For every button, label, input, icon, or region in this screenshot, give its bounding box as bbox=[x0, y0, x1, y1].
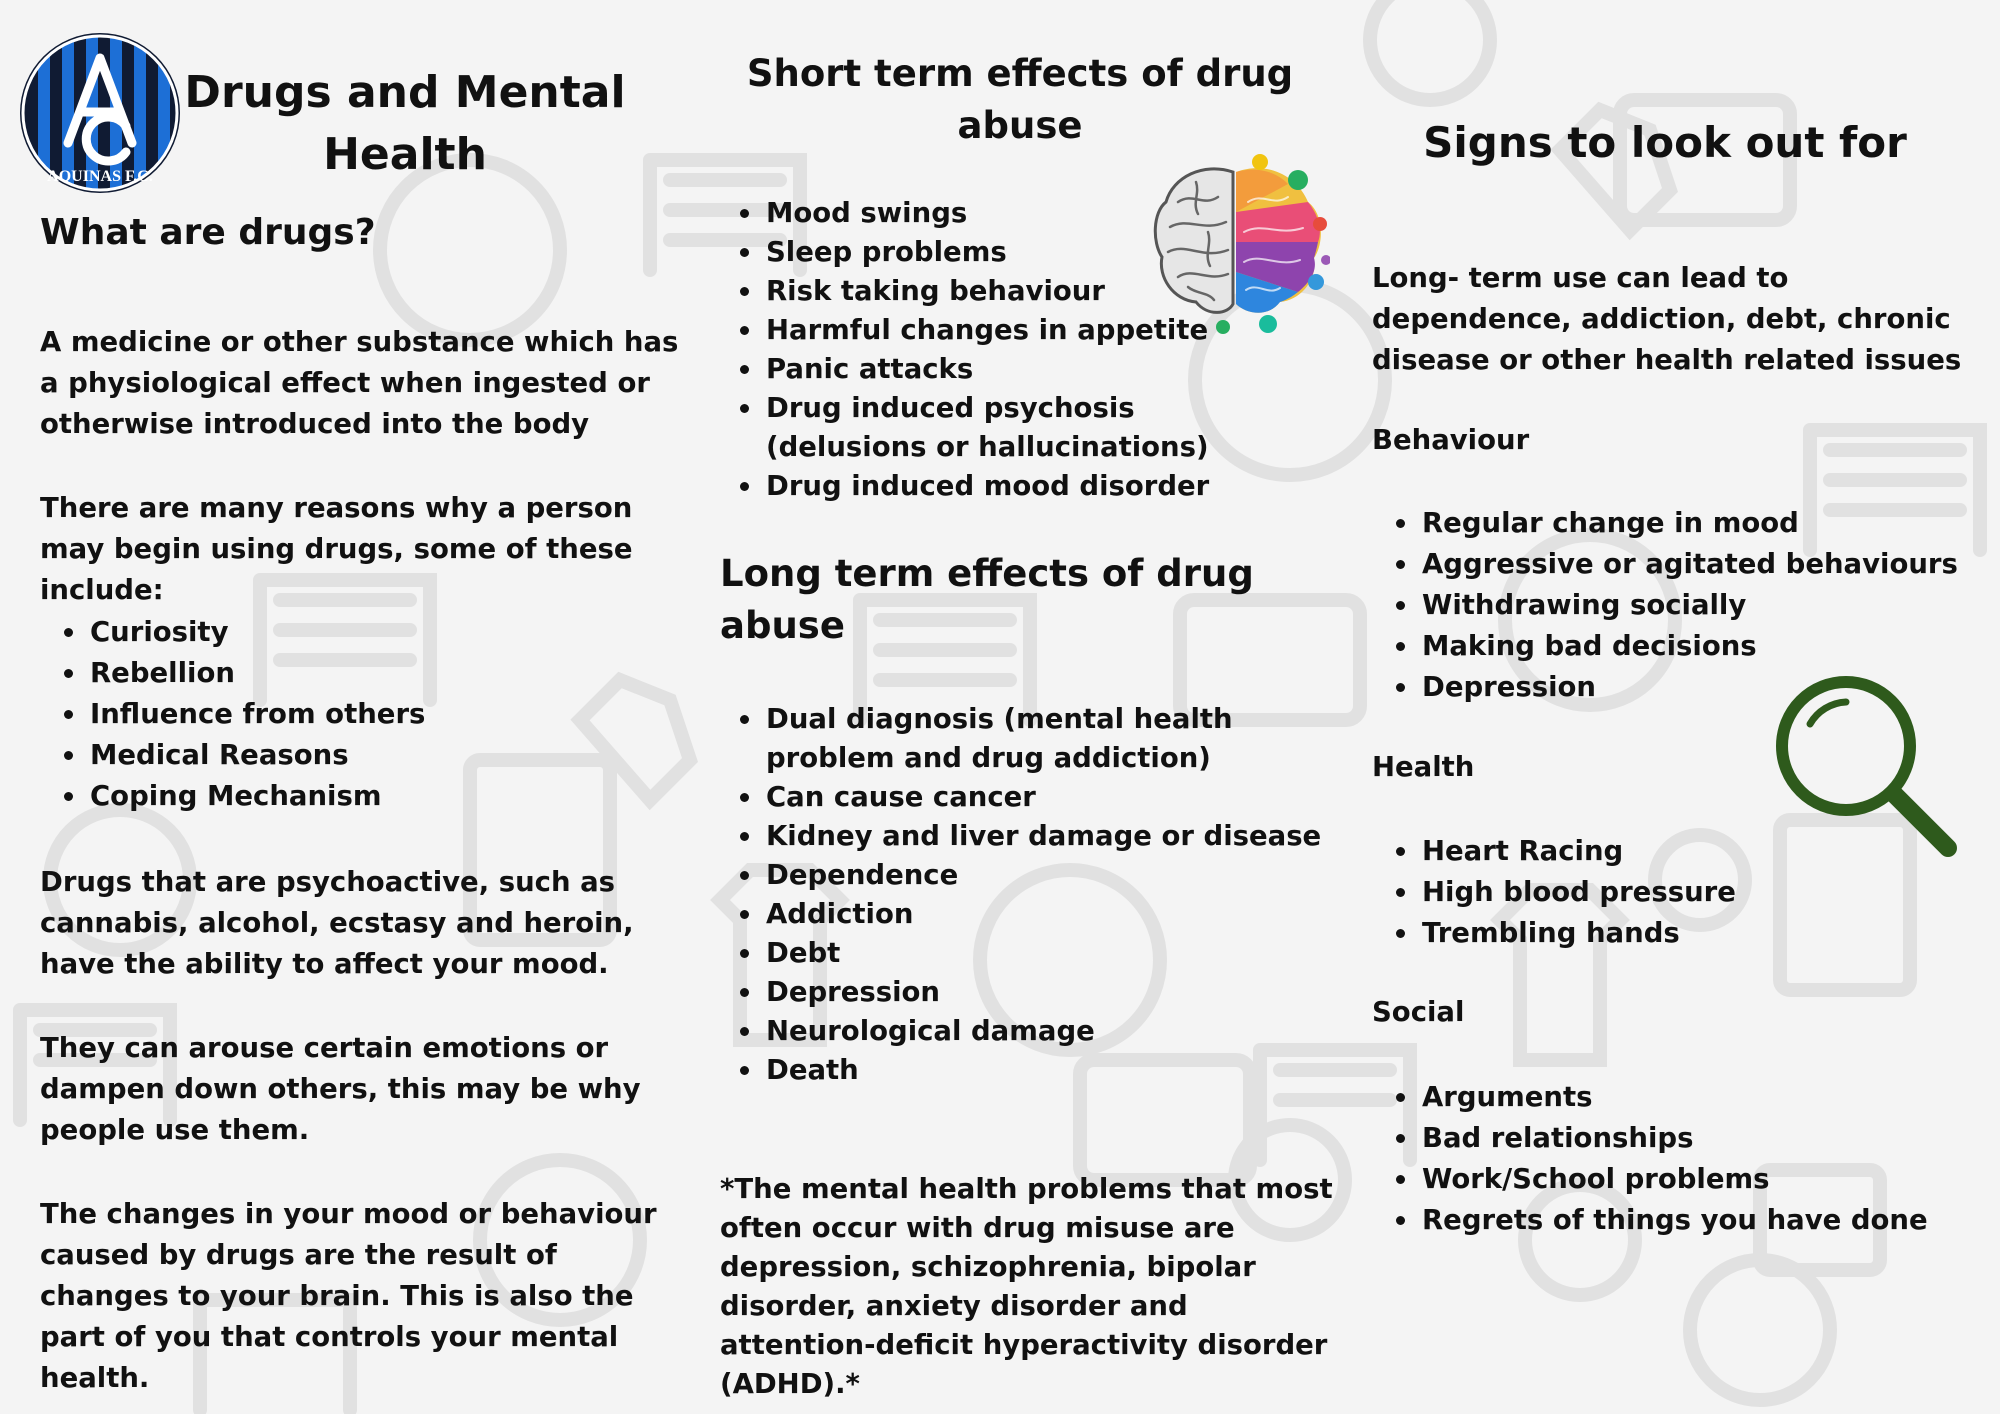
list-item bbox=[1372, 503, 1972, 544]
bullet-icon bbox=[740, 871, 749, 880]
svg-text:AQUINAS F.C.: AQUINAS F.C. bbox=[47, 168, 153, 185]
list-item bbox=[40, 735, 680, 776]
social-list bbox=[1372, 1077, 1972, 1241]
list-item-text: Regular change in mood bbox=[1422, 507, 1799, 539]
list-item bbox=[716, 1051, 1336, 1090]
list-item bbox=[40, 776, 680, 817]
list-item-text: Bad relationships bbox=[1422, 1122, 1694, 1154]
list-item-text: Arguments bbox=[1422, 1081, 1593, 1113]
signs-heading: Signs to look out for bbox=[1423, 118, 1907, 167]
list-item-text: Addiction bbox=[766, 898, 914, 930]
list-item-text: Debt bbox=[766, 937, 841, 969]
list-item-text: Death bbox=[766, 1054, 859, 1086]
list-item bbox=[40, 694, 680, 735]
list-item bbox=[1372, 1118, 1972, 1159]
bullet-icon bbox=[740, 365, 749, 374]
bullet-icon bbox=[740, 832, 749, 841]
list-item-text: Neurological damage bbox=[766, 1015, 1095, 1047]
social-label: Social bbox=[1372, 996, 1465, 1028]
bullet-icon bbox=[740, 326, 749, 335]
club-crest-logo bbox=[18, 28, 182, 198]
bullet-icon bbox=[740, 988, 749, 997]
list-item-text: High blood pressure bbox=[1422, 876, 1736, 908]
list-item bbox=[716, 856, 1336, 895]
long-term-effects-list bbox=[716, 700, 1336, 1090]
list-item-text: Aggressive or agitated behaviours bbox=[1422, 548, 1958, 580]
bullet-icon bbox=[740, 793, 749, 802]
list-item bbox=[716, 467, 1336, 506]
long-term-use-text: Long- term use can lead to dependence, addiction, debt, chronic disease or other health related issues bbox=[1372, 262, 1962, 376]
bullet-icon bbox=[740, 715, 749, 724]
list-item bbox=[1372, 1200, 1972, 1241]
bullet-icon bbox=[64, 751, 73, 760]
list-item bbox=[716, 1012, 1336, 1051]
footnote-text: *The mental health problems that most often occur with drug misuse are depression, schizophrenia, bipolar disorder, anxiety disorder and attention-deficit hyperactivity disorder (ADHD).* bbox=[720, 1173, 1333, 1400]
list-item bbox=[1372, 1077, 1972, 1118]
emotions-text: They can arouse certain emotions or dampen down others, this may be why people use them. bbox=[40, 1032, 641, 1146]
bullet-icon bbox=[740, 949, 749, 958]
page-title: Drugs and Mental Health bbox=[184, 67, 626, 180]
list-item-text: Kidney and liver damage or disease bbox=[766, 820, 1322, 852]
reasons-list bbox=[40, 612, 680, 817]
list-item-text: Making bad decisions bbox=[1422, 630, 1757, 662]
bullet-icon bbox=[740, 404, 749, 413]
brain-illustration bbox=[1148, 132, 1330, 354]
list-item-text: Heart Racing bbox=[1422, 835, 1624, 867]
list-item-text: Risk taking behaviour bbox=[766, 275, 1105, 307]
bullet-icon bbox=[740, 910, 749, 919]
list-item-text: Drug induced psychosis (delusions or hallucinations) bbox=[766, 392, 1209, 463]
brain-changes-text: The changes in your mood or behaviour caused by drugs are the result of changes to your brain. This is also the part of you that controls your mental health. bbox=[40, 1198, 657, 1394]
bullet-icon bbox=[64, 669, 73, 678]
list-item-text: Depression bbox=[766, 976, 941, 1008]
list-item-text: Work/School problems bbox=[1422, 1163, 1770, 1195]
bullet-icon bbox=[1396, 642, 1405, 651]
list-item-text: Depression bbox=[1422, 671, 1597, 703]
list-item bbox=[1372, 585, 1972, 626]
list-item-text: Curiosity bbox=[90, 616, 229, 648]
list-item-text: Mood swings bbox=[766, 197, 968, 229]
list-item-text: Regrets of things you have done bbox=[1422, 1204, 1928, 1236]
bullet-icon bbox=[1396, 601, 1405, 610]
list-item-text: Can cause cancer bbox=[766, 781, 1036, 813]
bullet-icon bbox=[1396, 560, 1405, 569]
bullet-icon bbox=[64, 628, 73, 637]
list-item bbox=[40, 653, 680, 694]
list-item-text: Panic attacks bbox=[766, 353, 974, 385]
bullet-icon bbox=[740, 209, 749, 218]
bullet-icon bbox=[64, 710, 73, 719]
health-label: Health bbox=[1372, 751, 1475, 783]
list-item bbox=[1372, 626, 1972, 667]
list-item-text: Medical Reasons bbox=[90, 739, 349, 771]
bullet-icon bbox=[1396, 519, 1405, 528]
bullet-icon bbox=[1396, 683, 1405, 692]
bullet-icon bbox=[1396, 847, 1405, 856]
bullet-icon bbox=[740, 1066, 749, 1075]
bullet-icon bbox=[740, 248, 749, 257]
list-item bbox=[716, 817, 1336, 856]
bullet-icon bbox=[740, 482, 749, 491]
list-item bbox=[716, 895, 1336, 934]
bullet-icon bbox=[1396, 1134, 1405, 1143]
bullet-icon bbox=[1396, 1175, 1405, 1184]
list-item bbox=[1372, 1159, 1972, 1200]
long-term-effects-heading: Long term effects of drug abuse bbox=[720, 552, 1254, 647]
list-item bbox=[716, 778, 1336, 817]
list-item bbox=[716, 389, 1286, 467]
list-item bbox=[716, 350, 1336, 389]
bullet-icon bbox=[1396, 929, 1405, 938]
bullet-icon bbox=[64, 792, 73, 801]
list-item-text: Withdrawing socially bbox=[1422, 589, 1747, 621]
health-list bbox=[1372, 831, 1972, 954]
list-item-text: Coping Mechanism bbox=[90, 780, 382, 812]
bullet-icon bbox=[1396, 1216, 1405, 1225]
list-item bbox=[1372, 544, 1972, 585]
list-item bbox=[1372, 831, 1972, 872]
list-item-text: Trembling hands bbox=[1422, 917, 1680, 949]
what-are-drugs-heading: What are drugs? bbox=[40, 212, 376, 253]
list-item bbox=[1372, 913, 1972, 954]
bullet-icon bbox=[740, 1027, 749, 1036]
list-item bbox=[716, 973, 1336, 1012]
list-item-text: Drug induced mood disorder bbox=[766, 470, 1210, 502]
bullet-icon bbox=[1396, 1093, 1405, 1102]
bullet-icon bbox=[1396, 888, 1405, 897]
list-item-text: Influence from others bbox=[90, 698, 426, 730]
list-item bbox=[716, 934, 1336, 973]
list-item bbox=[716, 700, 1326, 778]
list-item-text: Sleep problems bbox=[766, 236, 1007, 268]
list-item-text: Dependence bbox=[766, 859, 959, 891]
drug-definition-text: A medicine or other substance which has a physiological effect when ingested or otherwise introduced into the body bbox=[40, 326, 679, 440]
list-item-text: Harmful changes in appetite bbox=[766, 314, 1209, 346]
list-item bbox=[1372, 872, 1972, 913]
behaviour-label: Behaviour bbox=[1372, 424, 1530, 456]
list-item-text: Rebellion bbox=[90, 657, 235, 689]
bullet-icon bbox=[740, 287, 749, 296]
list-item-text: Dual diagnosis (mental health problem and drug addiction) bbox=[766, 703, 1233, 774]
short-term-effects-heading: Short term effects of drug abuse bbox=[746, 52, 1294, 147]
reasons-intro-text: There are many reasons why a person may begin using drugs, some of these include: bbox=[40, 492, 633, 606]
list-item bbox=[40, 612, 680, 653]
psychoactive-text: Drugs that are psychoactive, such as cannabis, alcohol, ecstasy and heroin, have the ability to affect your mood. bbox=[40, 866, 634, 980]
